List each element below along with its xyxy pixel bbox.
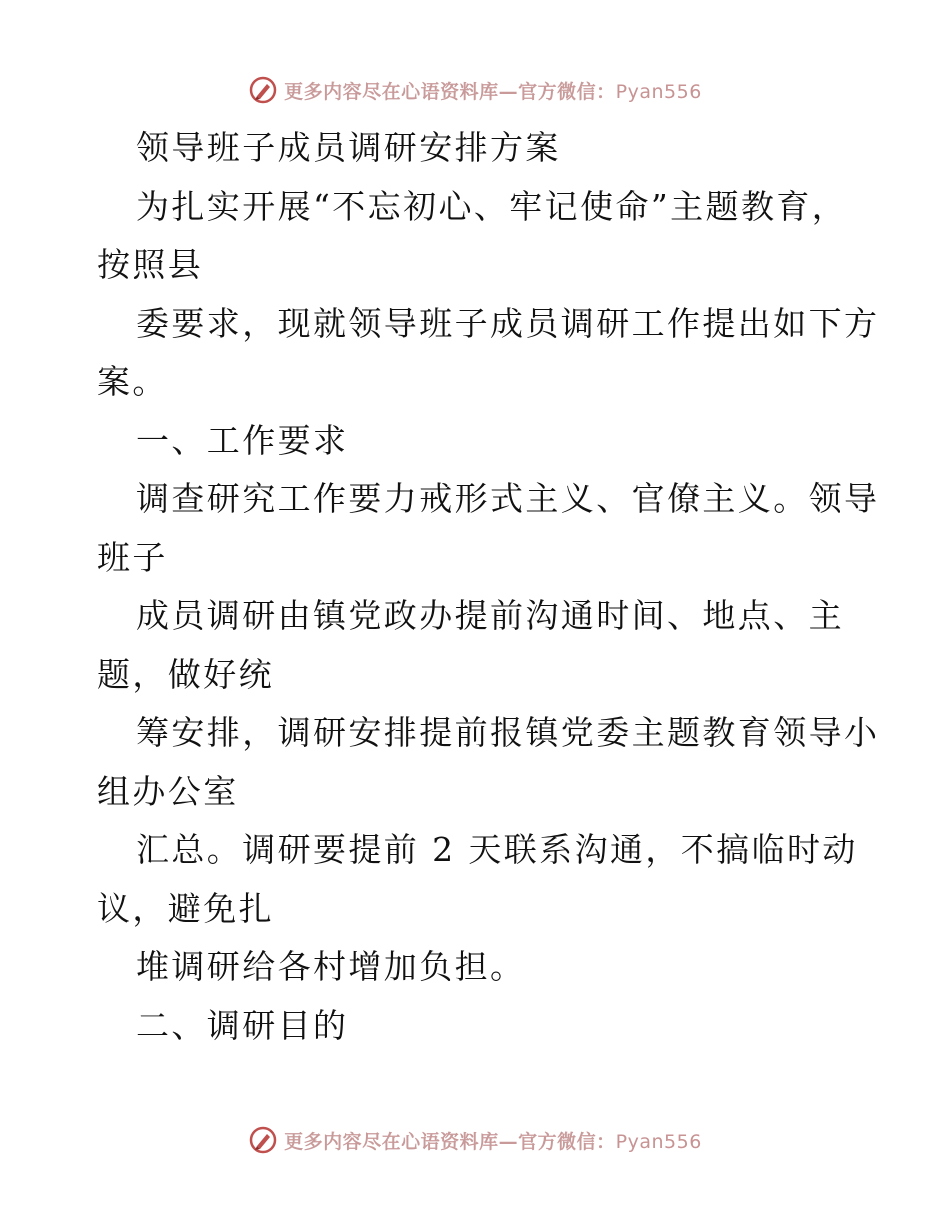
footer-watermark [0, 1120, 950, 1160]
doc-line: 题，做好统 [97, 654, 274, 694]
doc-line: 为扎实开展“不忘初心、牢记使命”主题教育， [136, 186, 848, 226]
document-body [97, 119, 880, 1055]
doc-line: 议，避免扎 [97, 888, 274, 928]
doc-line: 调查研究工作要力戒形式主义、官僚主义。领导 [136, 479, 880, 518]
pen-logo-icon [248, 1125, 278, 1155]
doc-line: 筹安排，调研安排提前报镇党委主题教育领导小 [136, 713, 880, 752]
doc-line: 堆调研给各村增加负担。 [136, 947, 526, 986]
header-watermark [0, 70, 950, 110]
doc-line: 组办公室 [97, 771, 239, 811]
watermark-text: 更多内容尽在心语资料库—官方微信：Pyan556 [284, 80, 702, 103]
section-heading: 二、调研目的 [136, 1005, 349, 1045]
doc-title: 领导班子成员调研安排方案 [136, 128, 561, 167]
doc-line: 班子 [97, 537, 168, 577]
doc-line: 案。 [97, 362, 168, 401]
doc-line: 按照县 [97, 245, 204, 284]
pen-logo-icon [248, 75, 278, 105]
doc-line: 汇总。调研要提前 2 天联系沟通，不搞临时动 [136, 830, 858, 869]
watermark-text: 更多内容尽在心语资料库—官方微信：Pyan556 [284, 1130, 702, 1153]
doc-line: 成员调研由镇党政办提前沟通时间、地点、主 [136, 596, 844, 635]
doc-line: 委要求，现就领导班子成员调研工作提出如下方 [136, 303, 880, 343]
section-heading: 一、工作要求 [136, 420, 349, 460]
